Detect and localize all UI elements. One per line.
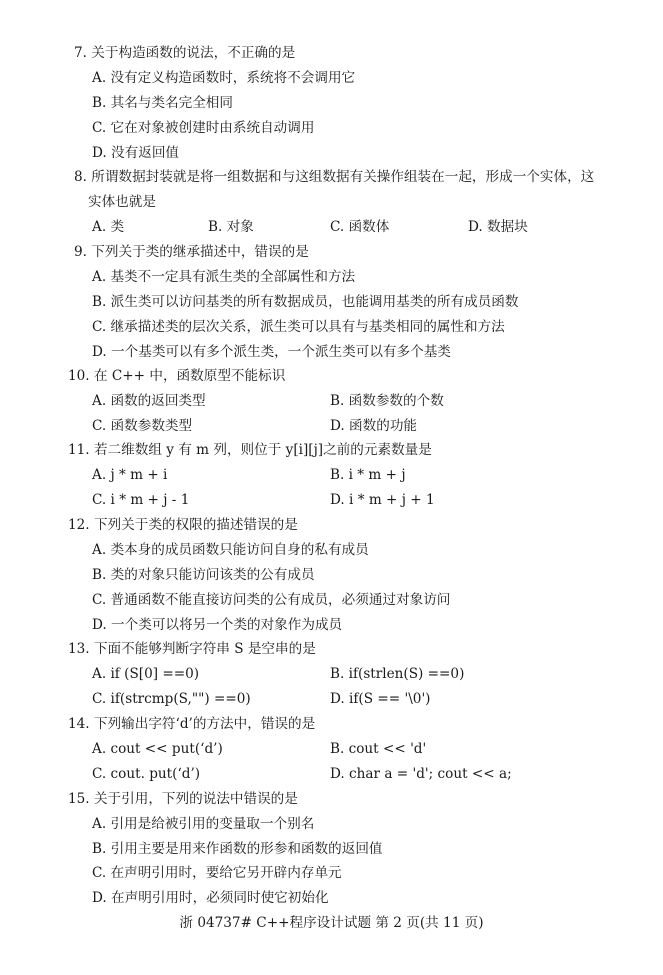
q10-stem: 10. 在 C++ 中，函数原型不能标识: [68, 368, 286, 384]
q7-option-c: C. 它在对象被创建时由系统自动调用: [92, 120, 315, 136]
q7-stem: 7. 关于构造函数的说法，不正确的是: [74, 45, 296, 61]
q8-stem-continued: 实体也就是: [88, 194, 156, 210]
q15-option-a: A. 引用是给被引用的变量取一个别名: [92, 816, 315, 832]
q8-stem: 8. 所谓数据封装就是将一组数据和与这组数据有关操作组装在一起，形成一个实体，这: [74, 169, 595, 185]
q15-stem: 15. 关于引用，下列的说法中错误的是: [68, 791, 298, 807]
q14-option-a: A. cout << put(‘d’): [92, 741, 223, 757]
q12-option-d: D. 一个类可以将另一个类的对象作为成员: [92, 617, 343, 633]
q7-option-a: A. 没有定义构造函数时，系统将不会调用它: [92, 70, 356, 86]
q14-option-b: B. cout << 'd': [330, 741, 427, 757]
q12-stem: 12. 下列关于类的权限的描述错误的是: [68, 517, 298, 533]
q8-option-b: B. 对象: [208, 219, 254, 235]
q10-option-a: A. 函数的返回类型: [92, 393, 206, 409]
q12-option-b: B. 类的对象只能访问该类的公有成员: [92, 567, 315, 583]
q10-option-b: B. 函数参数的个数: [330, 393, 444, 409]
q13-option-c: C. if(strcmp(S,"") ==0): [92, 691, 251, 707]
q11-option-b: B. i * m + j: [330, 467, 406, 483]
q11-option-a: A. j * m + i: [92, 467, 168, 483]
q8-option-d: D. 数据块: [468, 219, 528, 235]
q9-option-d: D. 一个基类可以有多个派生类，一个派生类可以有多个基类: [92, 344, 451, 360]
q8-option-c: C. 函数体: [330, 219, 390, 235]
q11-option-c: C. i * m + j - 1: [92, 492, 190, 508]
q14-stem: 14. 下列输出字符‘d’的方法中，错误的是: [68, 716, 316, 732]
q11-stem: 11. 若二维数组 y 有 m 列，则位于 y[i][j]之前的元素数量是: [68, 442, 432, 458]
q13-stem: 13. 下面不能够判断字符串 S 是空串的是: [68, 641, 316, 657]
q13-option-d: D. if(S == '\0'): [330, 691, 431, 707]
q13-option-a: A. if (S[0] ==0): [92, 666, 200, 682]
q13-option-b: B. if(strlen(S) ==0): [330, 666, 465, 682]
q11-option-d: D. i * m + j + 1: [330, 492, 435, 508]
q7-option-b: B. 其名与类名完全相同: [92, 95, 233, 111]
q9-option-a: A. 基类不一定具有派生类的全部属性和方法: [92, 269, 356, 285]
q9-option-c: C. 继承描述类的层次关系，派生类可以具有与基类相同的属性和方法: [92, 319, 505, 335]
q15-option-d: D. 在声明引用时，必须同时使它初始化: [92, 890, 329, 906]
page-footer: 浙 04737# C++程序设计试题 第 2 页(共 11 页): [179, 915, 484, 931]
q8-option-a: A. 类: [92, 219, 125, 235]
q9-option-b: B. 派生类可以访问基类的所有数据成员，也能调用基类的所有成员函数: [92, 294, 519, 310]
q12-option-a: A. 类本身的成员函数只能访问自身的私有成员: [92, 542, 369, 558]
q12-option-c: C. 普通函数不能直接访问类的公有成员，必须通过对象访问: [92, 592, 451, 608]
q9-stem: 9. 下列关于类的继承描述中，错误的是: [74, 244, 309, 260]
q14-option-d: D. char a = 'd'; cout << a;: [330, 766, 512, 782]
q15-option-c: C. 在声明引用时，要给它另开辟内存单元: [92, 865, 342, 881]
q7-option-d: D. 没有返回值: [92, 145, 180, 161]
q14-option-c: C. cout. put(‘d’): [92, 766, 201, 782]
q10-option-c: C. 函数参数类型: [92, 418, 193, 434]
q15-option-b: B. 引用主要是用来作函数的形参和函数的返回值: [92, 841, 383, 857]
q10-option-d: D. 函数的功能: [330, 418, 418, 434]
